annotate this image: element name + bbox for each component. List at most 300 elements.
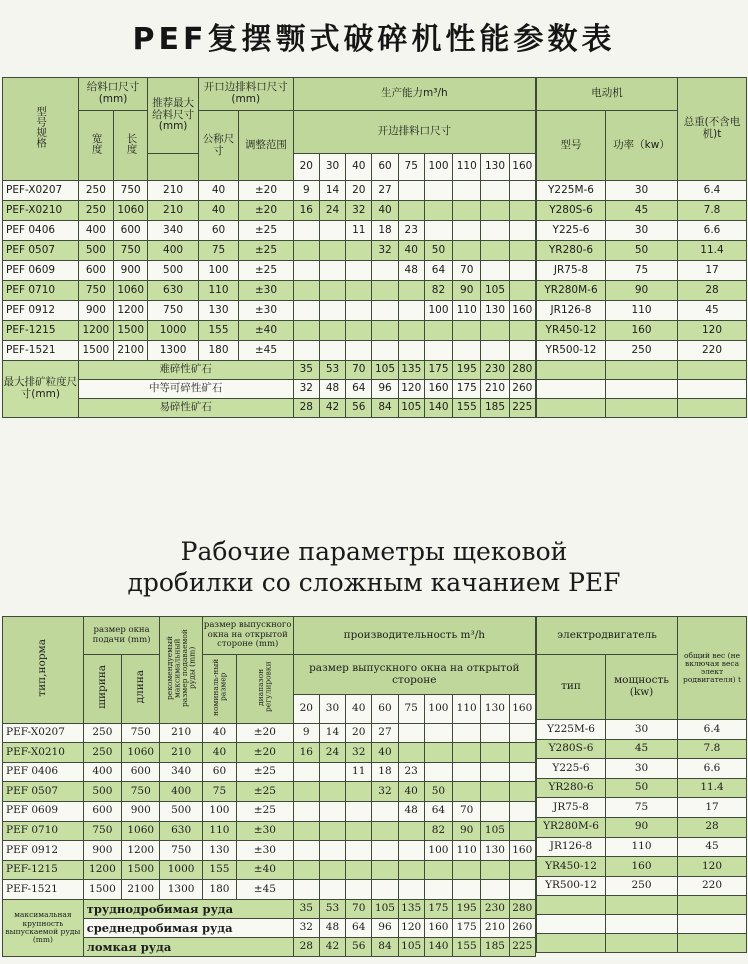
capacity-cell: 160 [509, 301, 535, 321]
ore-capacity-cell: 210 [481, 380, 509, 399]
model-header: тип,норма [3, 617, 84, 724]
ore-capacity-cell: 135 [398, 899, 424, 918]
max-size-header: 最大排矿粒度尺寸(mm) [3, 361, 79, 418]
motor-row [537, 181, 747, 201]
motor-row [537, 739, 747, 759]
model-cell: PEF-X0210 [3, 201, 79, 221]
motor-row [537, 876, 747, 896]
capacity-cell [319, 841, 345, 861]
empty-cell [606, 399, 678, 418]
capacity-cell: 48 [398, 801, 424, 821]
capacity-cell [509, 880, 535, 900]
capacity-cell: 32 [372, 782, 398, 802]
capacity-cell [481, 341, 509, 361]
capacity-cell [509, 821, 535, 841]
open-side-header: 开边排料口尺寸 [293, 111, 535, 154]
length-cell: 750 [122, 782, 160, 802]
table-row [3, 723, 536, 743]
motor-type-header: 型号 [537, 111, 606, 181]
capacity-cell [319, 301, 345, 321]
capacity-cell [481, 782, 509, 802]
weight-cell: 220 [678, 876, 747, 896]
capacity-cell: 50 [424, 241, 452, 261]
motor-row [537, 857, 747, 877]
motor-row [537, 261, 747, 281]
table-row [3, 762, 536, 782]
ore-row [3, 899, 536, 918]
capacity-cell: 20 [346, 181, 372, 201]
motor-type-cell: Y225-6 [537, 759, 606, 779]
motor-ore-row [537, 361, 747, 380]
capacity-cell: 9 [293, 181, 319, 201]
ore-capacity-cell: 84 [372, 937, 398, 956]
table-row [3, 841, 536, 861]
power-cell: 30 [606, 221, 678, 241]
capacity-cell [293, 341, 319, 361]
motor-type-cell: Y280S-6 [537, 739, 606, 759]
capacity-cell: 32 [346, 743, 372, 763]
max-feed-cell: 210 [148, 181, 198, 201]
capacity-cell [509, 341, 535, 361]
capacity-cell [509, 281, 535, 301]
capacity-cell [424, 221, 452, 241]
range-cell: ±25 [239, 221, 294, 241]
capacity-cell: 18 [372, 221, 398, 241]
capacity-cell [453, 181, 481, 201]
capacity-cell [346, 821, 372, 841]
empty-cell [537, 915, 606, 934]
motor-row [537, 201, 747, 221]
range-cell: ±25 [237, 782, 294, 802]
capacity-cell [481, 221, 509, 241]
ore-capacity-cell: 105 [398, 937, 424, 956]
empty-cell [606, 361, 678, 380]
motor-ore-row [537, 399, 747, 418]
width-cell: 250 [78, 181, 113, 201]
empty-cell [678, 915, 747, 934]
ore-row [3, 399, 536, 418]
capacity-cell [293, 301, 319, 321]
ore-capacity-cell: 210 [481, 918, 509, 937]
weight-cell: 7.8 [678, 201, 747, 221]
length-cell: 1500 [122, 860, 160, 880]
ore-capacity-cell: 160 [424, 918, 452, 937]
motor-header: электродвигатель [537, 617, 678, 655]
ore-capacity-cell: 53 [319, 899, 345, 918]
ore-capacity-cell: 280 [509, 899, 535, 918]
spec-table-russian [2, 616, 536, 957]
max-feed-cell: 210 [160, 723, 202, 743]
capacity-cell: 32 [372, 241, 398, 261]
motor-type-cell: Y225M-6 [537, 181, 606, 201]
weight-cell: 17 [678, 261, 747, 281]
capacity-cell [398, 281, 424, 301]
empty-cell [678, 896, 747, 915]
power-cell: 50 [606, 241, 678, 261]
capacity-cell: 9 [293, 723, 319, 743]
table-row [3, 241, 536, 261]
capacity-cell [293, 782, 319, 802]
capacity-cell: 11 [346, 221, 372, 241]
power-cell: 90 [606, 817, 678, 837]
ore-capacity-cell: 260 [509, 918, 535, 937]
weight-cell: 6.6 [678, 221, 747, 241]
width-header: 宽度 [78, 111, 113, 181]
max-feed-header-spacer [148, 154, 198, 181]
ore-row [3, 918, 536, 937]
capacity-cell [372, 880, 398, 900]
width-cell: 1500 [83, 880, 121, 900]
capacity-cell: 27 [372, 181, 398, 201]
nominal-cell: 110 [198, 281, 238, 301]
capacity-cell [346, 301, 372, 321]
capacity-cell: 90 [453, 821, 481, 841]
capacity-cell [398, 821, 424, 841]
width-cell: 250 [83, 743, 121, 763]
empty-cell [537, 896, 606, 915]
max-feed-header: 推荐最大给料尺寸(mm) [148, 78, 198, 154]
ore-capacity-cell: 155 [453, 399, 481, 418]
capacity-cell [398, 301, 424, 321]
range-cell: ±25 [239, 261, 294, 281]
table-row [3, 801, 536, 821]
motor-type-cell: YR280M-6 [537, 281, 606, 301]
capacity-cell: 14 [319, 723, 345, 743]
capacity-cell: 64 [424, 801, 452, 821]
capacity-cell [319, 341, 345, 361]
power-cell: 30 [606, 181, 678, 201]
nominal-cell: 130 [202, 841, 236, 861]
ore-capacity-cell: 280 [509, 361, 535, 380]
feed-opening-header: 给料口尺寸(mm) [78, 78, 148, 111]
capacity-cell [346, 241, 372, 261]
ore-row [3, 380, 536, 399]
ore-capacity-cell: 32 [293, 380, 319, 399]
width-cell: 250 [78, 201, 113, 221]
weight-cell: 6.4 [678, 181, 747, 201]
capacity-cell [372, 821, 398, 841]
length-cell: 1060 [114, 201, 148, 221]
power-cell: 75 [606, 261, 678, 281]
ore-capacity-cell: 120 [398, 380, 424, 399]
ore-capacity-cell: 225 [509, 399, 535, 418]
nominal-cell: 60 [202, 762, 236, 782]
capacity-cell [509, 860, 535, 880]
capacity-cell [293, 762, 319, 782]
capacity-cell: 70 [453, 261, 481, 281]
motor-type-cell: YR280-6 [537, 778, 606, 798]
max-feed-cell: 1300 [148, 341, 198, 361]
capacity-cell [372, 301, 398, 321]
capacity-cell [398, 201, 424, 221]
capacity-cell [481, 762, 509, 782]
model-header: 型号规格 [3, 78, 79, 181]
capacity-cell: 100 [424, 841, 452, 861]
motor-type-cell: Y280S-6 [537, 201, 606, 221]
motor-ore-row [537, 934, 747, 953]
width-cell: 1200 [78, 321, 113, 341]
length-cell: 1200 [114, 301, 148, 321]
capacity-cell: 23 [398, 221, 424, 241]
title-ru-line1: Рабочие параметры щековой [180, 537, 568, 566]
opening-size-130: 130 [481, 154, 509, 181]
opening-size-30: 30 [319, 154, 345, 181]
motor-type-cell: Y225-6 [537, 221, 606, 241]
table-row [3, 181, 536, 201]
capacity-cell [509, 181, 535, 201]
capacity-cell: 18 [372, 762, 398, 782]
max-feed-cell: 340 [148, 221, 198, 241]
max-feed-cell: 1000 [148, 321, 198, 341]
motor-type-cell: YR450-12 [537, 321, 606, 341]
range-cell: ±40 [237, 860, 294, 880]
ore-capacity-cell: 185 [481, 937, 509, 956]
ore-capacity-cell: 155 [453, 937, 481, 956]
table-row [3, 301, 536, 321]
capacity-cell [319, 880, 345, 900]
opening-size-100: 100 [424, 154, 452, 181]
page-title-chinese: PEF复摆颚式破碎机性能参数表 [132, 22, 616, 57]
capacity-cell: 100 [424, 301, 452, 321]
capacity-cell [319, 281, 345, 301]
capacity-cell [372, 341, 398, 361]
capacity-cell [346, 801, 372, 821]
ore-capacity-cell: 64 [346, 918, 372, 937]
table-row [3, 221, 536, 241]
capacity-cell [481, 201, 509, 221]
capacity-cell [319, 261, 345, 281]
motor-ore-row [537, 915, 747, 934]
capacity-cell [293, 841, 319, 861]
power-cell: 110 [606, 301, 678, 321]
model-cell: PEF 0406 [3, 221, 79, 241]
length-cell: 750 [114, 181, 148, 201]
capacity-cell [398, 321, 424, 341]
nominal-cell: 75 [202, 782, 236, 802]
max-feed-header: рекомендуемый максимальный размер подаваемой руды (mm) [160, 617, 202, 724]
capacity-cell [319, 241, 345, 261]
capacity-cell [481, 261, 509, 281]
model-cell: PEF-1215 [3, 321, 79, 341]
power-cell: 90 [606, 281, 678, 301]
ore-capacity-cell: 140 [424, 937, 452, 956]
nominal-cell: 40 [198, 181, 238, 201]
max-feed-cell: 1300 [160, 880, 202, 900]
capacity-cell [293, 261, 319, 281]
capacity-cell [424, 341, 452, 361]
capacity-cell [372, 841, 398, 861]
capacity-cell [372, 860, 398, 880]
capacity-cell: 110 [453, 301, 481, 321]
power-cell: 75 [606, 798, 678, 818]
capacity-cell: 20 [346, 723, 372, 743]
max-feed-cell: 400 [148, 241, 198, 261]
weight-header: 总重(不含电机)t [678, 78, 747, 181]
empty-cell [678, 361, 747, 380]
capacity-cell [509, 743, 535, 763]
capacity-cell [319, 860, 345, 880]
ore-capacity-cell: 105 [372, 899, 398, 918]
motor-ore-row [537, 896, 747, 915]
power-cell: 45 [606, 201, 678, 221]
range-cell: ±25 [239, 241, 294, 261]
range-cell: ±45 [239, 341, 294, 361]
range-cell: ±25 [237, 762, 294, 782]
opening-size-160: 160 [509, 154, 535, 181]
model-cell: PEF 0912 [3, 301, 79, 321]
capacity-cell [453, 723, 481, 743]
ore-capacity-cell: 105 [398, 399, 424, 418]
range-cell: ±20 [237, 723, 294, 743]
width-cell: 750 [83, 821, 121, 841]
motor-ore-row [537, 380, 747, 399]
empty-cell [606, 915, 678, 934]
ore-capacity-cell: 48 [319, 918, 345, 937]
capacity-cell [453, 880, 481, 900]
width-cell: 400 [78, 221, 113, 241]
width-cell: 1200 [83, 860, 121, 880]
opening-size-110: 110 [453, 154, 481, 181]
opening-size-60: 60 [372, 695, 398, 723]
width-cell: 500 [83, 782, 121, 802]
power-cell: 30 [606, 720, 678, 740]
capacity-cell [398, 181, 424, 201]
capacity-cell: 90 [453, 281, 481, 301]
nominal-cell: 40 [202, 743, 236, 763]
max-feed-cell: 340 [160, 762, 202, 782]
capacity-cell [509, 221, 535, 241]
capacity-cell: 27 [372, 723, 398, 743]
max-feed-cell: 210 [148, 201, 198, 221]
ore-capacity-cell: 175 [453, 918, 481, 937]
length-cell: 1060 [122, 743, 160, 763]
capacity-cell [481, 181, 509, 201]
capacity-cell [453, 860, 481, 880]
model-cell: PEF 0710 [3, 821, 84, 841]
capacity-cell [293, 281, 319, 301]
capacity-cell: 82 [424, 821, 452, 841]
empty-cell [537, 399, 606, 418]
table-row [3, 860, 536, 880]
nominal-cell: 40 [198, 201, 238, 221]
motor-row [537, 341, 747, 361]
width-cell: 600 [78, 261, 113, 281]
length-cell: 1060 [114, 281, 148, 301]
weight-cell: 45 [678, 837, 747, 857]
ore-type-label: труднодробимая руда [83, 899, 293, 918]
nominal-cell: 110 [202, 821, 236, 841]
capacity-cell [346, 860, 372, 880]
capacity-cell: 40 [372, 743, 398, 763]
max-feed-cell: 500 [160, 801, 202, 821]
width-cell: 500 [78, 241, 113, 261]
motor-type-cell: YR450-12 [537, 857, 606, 877]
ore-capacity-cell: 225 [509, 937, 535, 956]
ore-capacity-cell: 175 [453, 380, 481, 399]
model-cell: PEF 0912 [3, 841, 84, 861]
opening-size-30: 30 [319, 695, 345, 723]
capacity-cell [398, 743, 424, 763]
power-cell: 160 [606, 857, 678, 877]
capacity-cell [398, 723, 424, 743]
capacity-cell [481, 241, 509, 261]
table-row [3, 321, 536, 341]
table-row [3, 880, 536, 900]
motor-type-cell: JR75-8 [537, 261, 606, 281]
capacity-cell: 40 [398, 241, 424, 261]
range-cell: ±20 [239, 181, 294, 201]
width-cell: 750 [78, 281, 113, 301]
motor-row [537, 281, 747, 301]
opening-size-75: 75 [398, 695, 424, 723]
capacity-cell [372, 281, 398, 301]
length-cell: 1200 [122, 841, 160, 861]
capacity-cell [453, 341, 481, 361]
model-cell: PEF-X0207 [3, 723, 84, 743]
motor-row [537, 798, 747, 818]
page-title-russian [0, 536, 748, 598]
motor-row [537, 837, 747, 857]
capacity-cell: 24 [319, 201, 345, 221]
max-feed-cell: 210 [160, 743, 202, 763]
capacity-cell [509, 201, 535, 221]
capacity-cell [319, 221, 345, 241]
nominal-cell: 75 [198, 241, 238, 261]
model-cell: PEF 0710 [3, 281, 79, 301]
capacity-cell [346, 782, 372, 802]
length-cell: 750 [114, 241, 148, 261]
capacity-cell: 50 [424, 782, 452, 802]
model-cell: PEF 0406 [3, 762, 84, 782]
empty-cell [678, 380, 747, 399]
capacity-cell [372, 801, 398, 821]
power-header: 功率（kw） [606, 111, 678, 181]
opening-size-75: 75 [398, 154, 424, 181]
ore-type-label: ломкая руда [83, 937, 293, 956]
weight-cell: 120 [678, 857, 747, 877]
capacity-cell [453, 762, 481, 782]
ore-capacity-cell: 105 [372, 361, 398, 380]
range-cell: ±30 [239, 281, 294, 301]
capacity-cell [293, 821, 319, 841]
capacity-cell: 23 [398, 762, 424, 782]
capacity-cell [481, 723, 509, 743]
weight-cell: 11.4 [678, 241, 747, 261]
motor-row [537, 720, 747, 740]
weight-cell: 6.4 [678, 720, 747, 740]
model-cell: PEF-1215 [3, 860, 84, 880]
capacity-cell [319, 762, 345, 782]
power-cell: 250 [606, 341, 678, 361]
ore-capacity-cell: 53 [319, 361, 345, 380]
motor-type-header: тип [537, 655, 606, 720]
capacity-cell [424, 201, 452, 221]
motor-type-cell: YR500-12 [537, 341, 606, 361]
capacity-cell [509, 261, 535, 281]
capacity-cell [453, 201, 481, 221]
ore-capacity-cell: 48 [319, 380, 345, 399]
ore-capacity-cell: 140 [424, 399, 452, 418]
empty-cell [606, 934, 678, 953]
capacity-cell [424, 880, 452, 900]
nominal-cell: 60 [198, 221, 238, 241]
capacity-cell [293, 880, 319, 900]
capacity-cell [509, 723, 535, 743]
motor-row [537, 778, 747, 798]
table-row [3, 821, 536, 841]
capacity-cell [319, 801, 345, 821]
weight-cell: 120 [678, 321, 747, 341]
